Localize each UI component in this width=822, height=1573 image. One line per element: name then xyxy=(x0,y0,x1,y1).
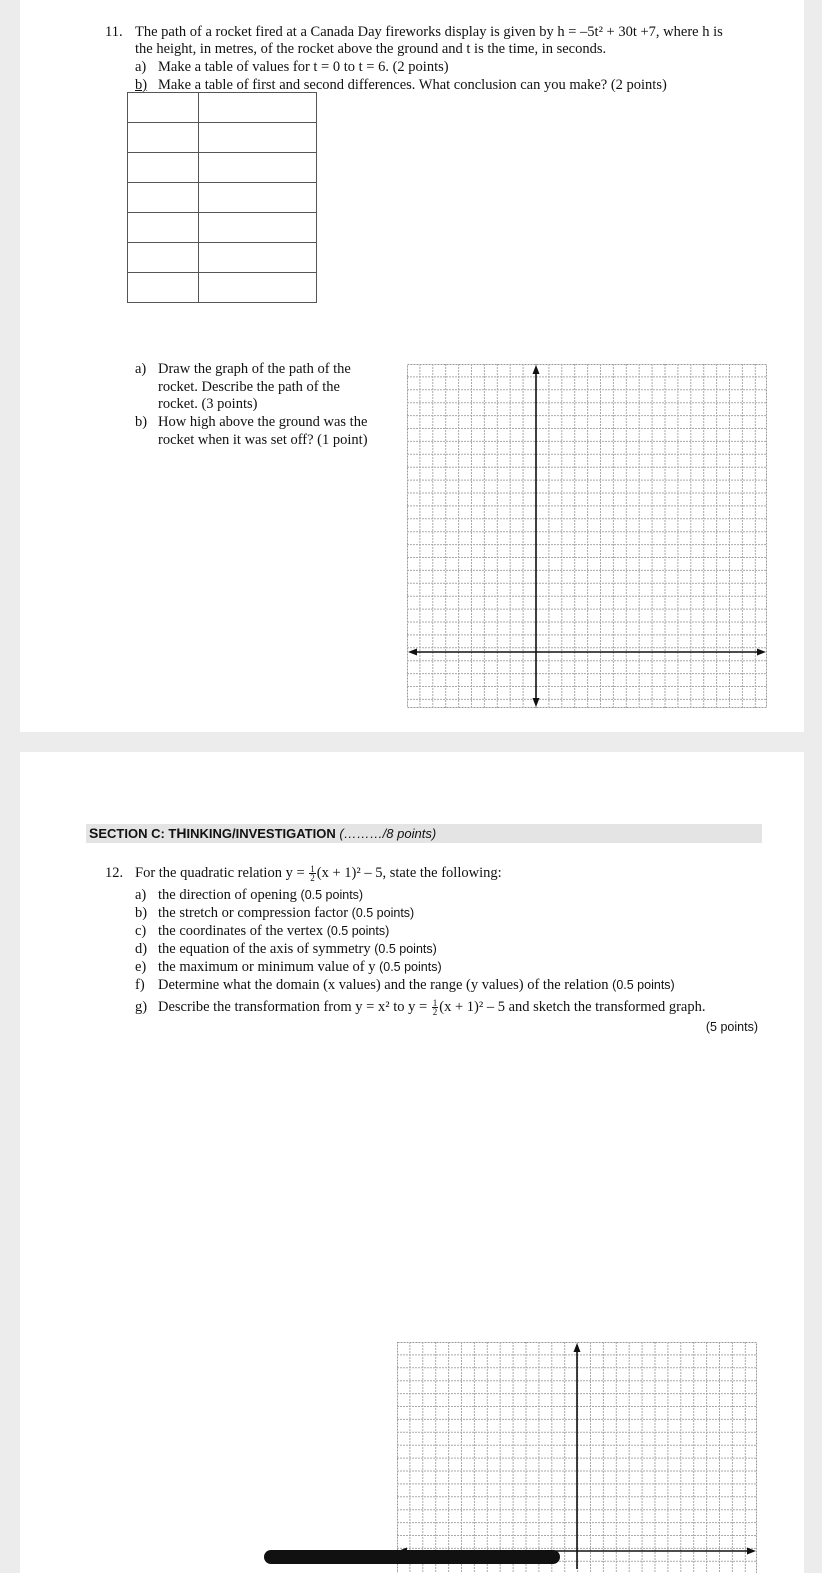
question-11-line-1: The path of a rocket fired at a Canada Day fireworks display is given by h = –5t² + 30t +7, where h is xyxy=(135,24,723,40)
worksheet-page-1 xyxy=(20,0,804,732)
part-d: d) the equation of the axis of symmetry (0.5 points) xyxy=(135,941,437,957)
part-b: b) Make a table of first and second differences. What conclusion can you make? (2 points) xyxy=(135,77,667,93)
question-number: 12. xyxy=(105,865,124,881)
part-a: a) Make a table of values for t = 0 to t = 6. (2 points) xyxy=(135,59,449,75)
question-11 xyxy=(105,24,785,58)
question-number: 11. xyxy=(105,24,123,40)
section-c-header: SECTION C: THINKING/INVESTIGATION (………/8 points) xyxy=(86,824,762,843)
part-e: e) the maximum or minimum value of y (0.5 points) xyxy=(135,959,442,975)
question-12: 12. For the quadratic relation y = $\frac{1}{2}$ (x + 1)² – 5, state the following: xyxy=(105,864,502,884)
question-11-line-2: the height, in metres, of the rocket above the ground and t is the time, in seconds. xyxy=(135,41,607,57)
worksheet-page-2 xyxy=(20,752,804,1573)
coordinate-grid-rocket[interactable] xyxy=(407,364,767,708)
graph-part-a: a) Draw the graph of the path of the rocket. Describe the path of the rocket. (3 points) xyxy=(135,361,351,412)
part-c: c) the coordinates of the vertex (0.5 points) xyxy=(135,923,390,939)
part-g-points: (5 points) xyxy=(705,1020,758,1034)
graph-part-b: b) How high above the ground was the rocket when it was set off? (1 point) xyxy=(135,414,368,448)
part-g: g) Describe the transformation from y = x² to y = $\frac{1}{2}$ (x + 1)² – 5 and sketch the transformed graph. xyxy=(135,998,706,1018)
home-indicator[interactable] xyxy=(264,1550,560,1564)
part-f: f) Determine what the domain (x values) and the range (y values) of the relation (0.5 points) xyxy=(135,977,675,993)
table-of-values[interactable] xyxy=(127,92,317,303)
part-a: a) the direction of opening (0.5 points) xyxy=(135,887,364,903)
fraction-one-half: $\frac{1}{2}$ xyxy=(310,864,315,884)
part-b: b) the stretch or compression factor (0.5 points) xyxy=(135,905,415,921)
coordinate-grid-transformation[interactable] xyxy=(397,1342,757,1573)
